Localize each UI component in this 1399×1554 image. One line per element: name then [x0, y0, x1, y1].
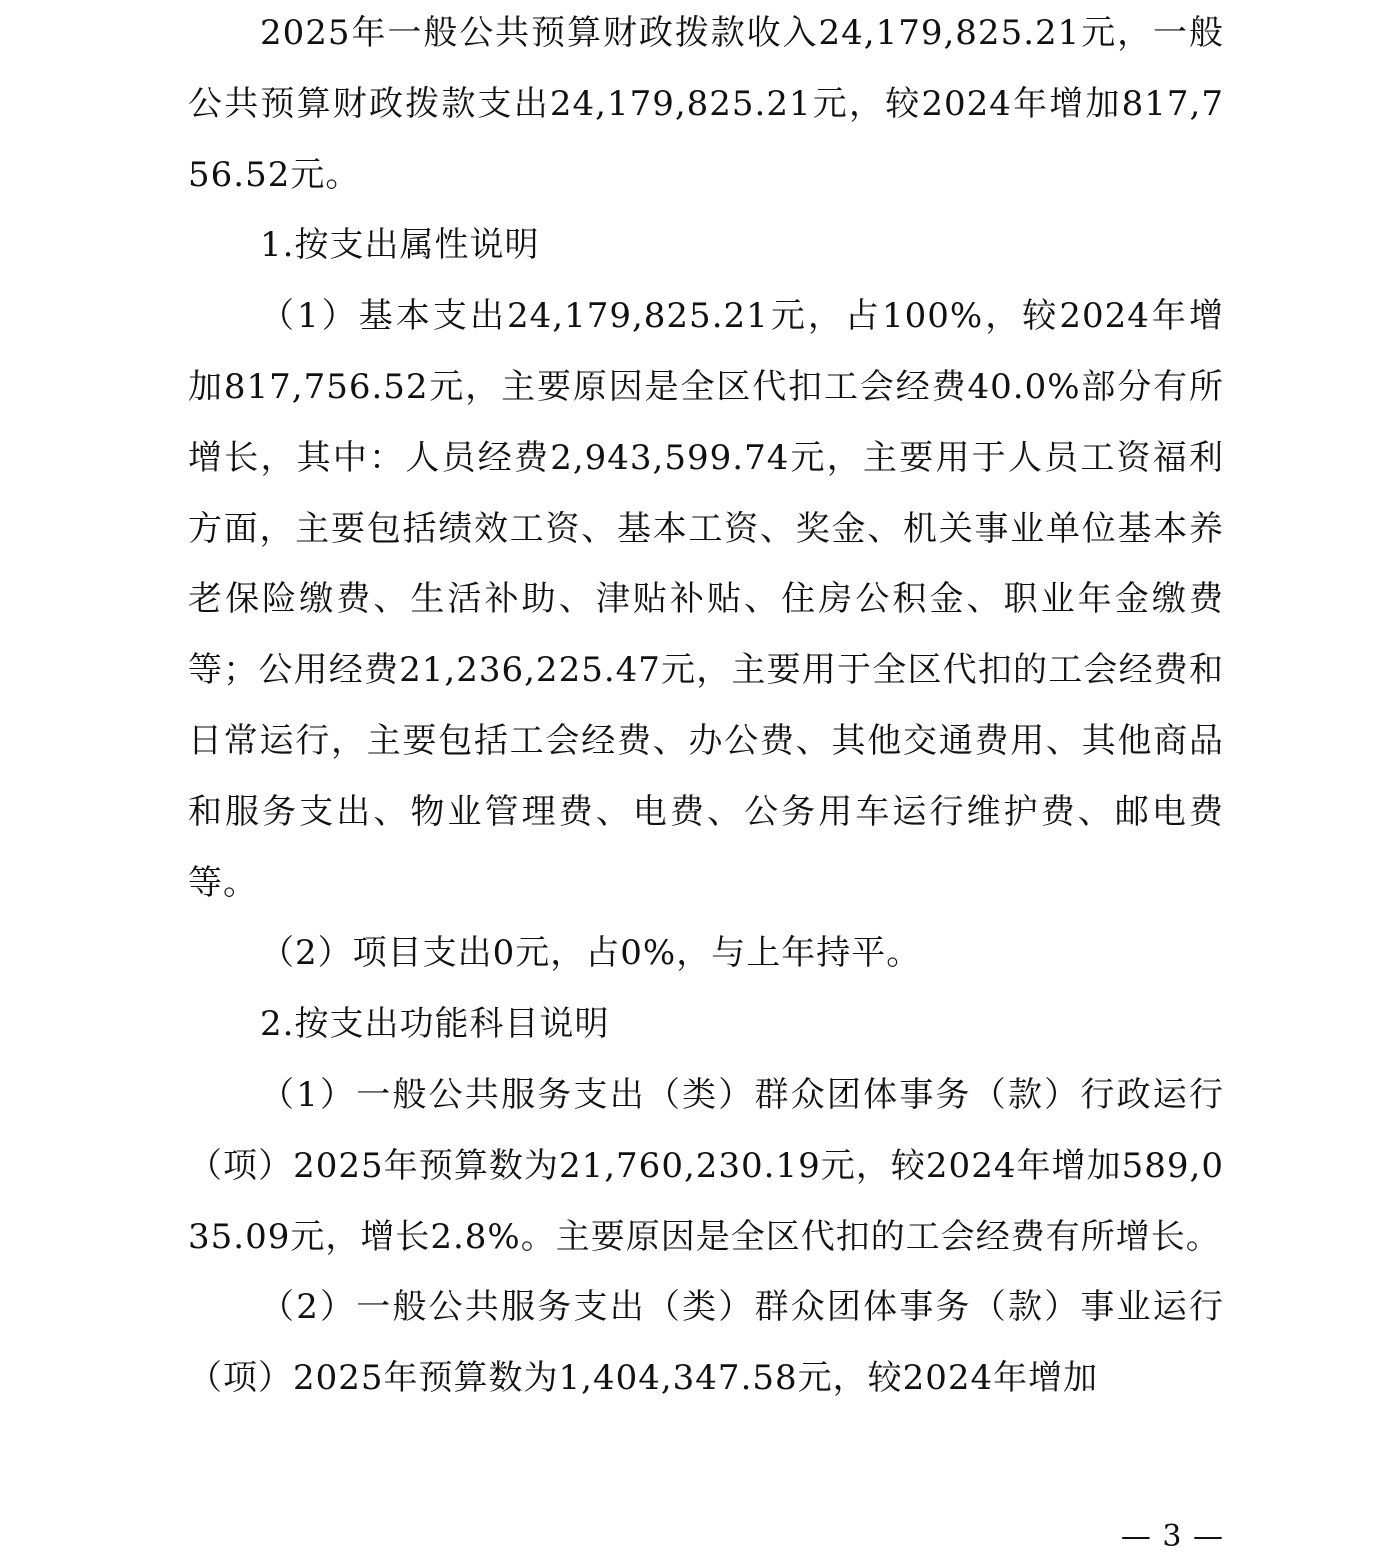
- section-heading-functional-subject: 2.按支出功能科目说明: [260, 1004, 610, 1045]
- paragraph-project-expense: （2）项目支出0元，占0%，与上年持平。: [260, 933, 922, 974]
- paragraph-basic-expense: （1）基本支出24,179,825.21元，占100%，较2024年增加817,756.52元，主要原因是全区代扣工会经费40.0%部分有所增长，其中：人员经费2,943,599.74元，主要用于人员工资福利方面，主要包括绩效工资、基本工资、奖金、机关事业单位基本养老保险缴费、生活补助、津贴补贴、住房公积金、职业年金缴费等；公用经费21,236,225.47元，主要用于全区代扣的工会经费和日常运行，主要包括工会经费、办公费、其他交通费用、其他商品和服务支出、物业管理费、电费、公务用车运行维护费、邮电费等。: [188, 296, 1224, 903]
- paragraph-admin-operation: （1）一般公共服务支出（类）群众团体事务（款）行政运行（项）2025年预算数为21,760,230.19元，较2024年增加589,035.09元，增长2.8%。主要原因是全区代扣的工会经费有所增长。: [188, 1074, 1224, 1257]
- section-heading-expense-attribute: 1.按支出属性说明: [260, 225, 540, 266]
- page-number: — 3 —: [1120, 1519, 1224, 1554]
- document-page: [188, 0, 1224, 1414]
- paragraph-institution-operation: （2）一般公共服务支出（类）群众团体事务（款）事业运行（项）2025年预算数为1,404,347.58元，较2024年增加: [188, 1287, 1224, 1399]
- paragraph-summary: 2025年一般公共预算财政拨款收入24,179,825.21元，一般公共预算财政拨款支出24,179,825.21元，较2024年增加817,756.52元。: [188, 13, 1224, 195]
